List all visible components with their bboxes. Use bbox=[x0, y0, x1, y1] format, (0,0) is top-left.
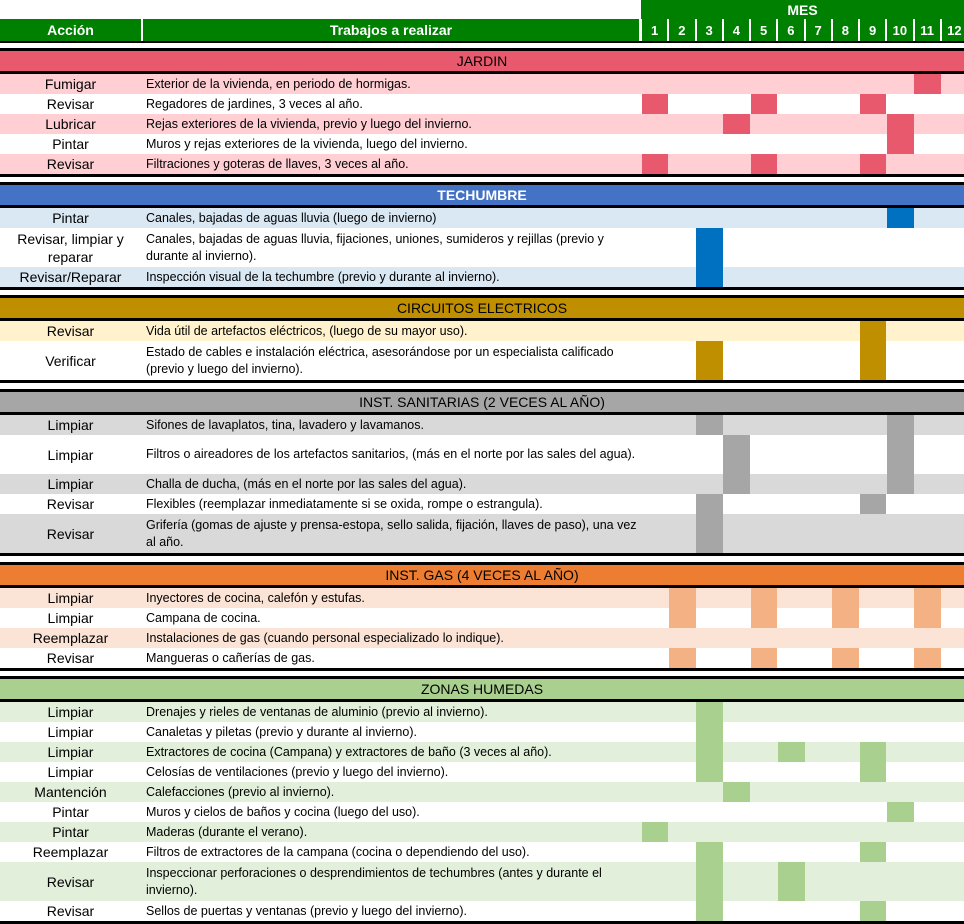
header-month-6: 6 bbox=[778, 19, 803, 41]
month-mark-3 bbox=[696, 514, 723, 553]
row-task: Campana de cocina. bbox=[146, 610, 261, 625]
section-rule-bottom bbox=[0, 174, 964, 177]
section-title-humedas: ZONAS HUMEDAS bbox=[0, 679, 964, 699]
month-mark-10 bbox=[887, 208, 914, 228]
row-action: Revisar bbox=[46, 156, 95, 172]
row-action: Revisar bbox=[46, 903, 95, 919]
section-rule-bottom bbox=[0, 553, 964, 556]
month-mark-9 bbox=[860, 742, 887, 762]
month-mark-5 bbox=[751, 608, 778, 628]
month-mark-9 bbox=[860, 94, 887, 114]
header-month-2: 2 bbox=[669, 19, 694, 41]
row-action: Limpiar bbox=[47, 417, 94, 433]
row-action: Limpiar bbox=[47, 764, 94, 780]
row-action: Revisar bbox=[46, 525, 95, 542]
section-rule-bottom bbox=[0, 380, 964, 383]
row-action: Mantención bbox=[34, 784, 107, 800]
month-mark-3 bbox=[696, 762, 723, 782]
month-mark-3 bbox=[696, 742, 723, 762]
month-mark-11 bbox=[914, 608, 941, 628]
row-action: Lubricar bbox=[45, 116, 96, 132]
month-mark-1 bbox=[642, 822, 669, 842]
month-mark-3 bbox=[696, 722, 723, 742]
row-task: Filtros de extractores de la campana (cocina o dependiendo del uso). bbox=[146, 844, 530, 859]
month-mark-4 bbox=[723, 435, 750, 474]
month-mark-3 bbox=[696, 228, 723, 267]
row-action: Verificar bbox=[45, 352, 96, 369]
month-mark-9 bbox=[860, 341, 887, 380]
row-action: Limpiar bbox=[47, 744, 94, 760]
row-action: Limpiar bbox=[47, 610, 94, 626]
header-month-10: 10 bbox=[887, 19, 912, 41]
month-mark-3 bbox=[696, 702, 723, 722]
section-title-jardin: JARDIN bbox=[0, 51, 964, 71]
month-mark-9 bbox=[860, 762, 887, 782]
header-month-9: 9 bbox=[860, 19, 885, 41]
row-action: Revisar bbox=[46, 323, 95, 339]
month-mark-1 bbox=[642, 94, 669, 114]
row-task: Canales, bajadas de aguas lluvia (luego de invierno) bbox=[146, 210, 437, 225]
month-mark-5 bbox=[751, 648, 778, 668]
month-mark-3 bbox=[696, 842, 723, 862]
row-task: Estado de cables e instalación eléctrica, asesorándose por un especialista calificado (previo y luego del invierno). bbox=[146, 344, 614, 376]
row-action: Limpiar bbox=[47, 590, 94, 606]
row-task: Filtraciones y goteras de llaves, 3 veces al año. bbox=[146, 156, 409, 171]
row-task: Rejas exteriores de la vivienda, previo y luego del invierno. bbox=[146, 116, 472, 131]
month-mark-11 bbox=[914, 74, 941, 94]
row-task: Inspección visual de la techumbre (previo y durante al invierno). bbox=[146, 269, 500, 284]
header-month-11: 11 bbox=[915, 19, 940, 41]
month-mark-9 bbox=[860, 321, 887, 341]
row-task: Inspeccionar perforaciones o desprendimientos de techumbres (antes y durante el invierno). bbox=[146, 865, 602, 897]
row-task: Calefacciones (previo al invierno). bbox=[146, 784, 335, 799]
row-task: Drenajes y rieles de ventanas de aluminio (previo al invierno). bbox=[146, 704, 488, 719]
header-works: Trabajos a realizar bbox=[143, 19, 639, 41]
row-task: Maderas (durante el verano). bbox=[146, 824, 308, 839]
month-mark-3 bbox=[696, 901, 723, 921]
month-mark-8 bbox=[832, 588, 859, 608]
row-action: Pintar bbox=[52, 136, 89, 152]
month-mark-5 bbox=[751, 154, 778, 174]
month-mark-10 bbox=[887, 435, 914, 474]
month-mark-5 bbox=[751, 588, 778, 608]
month-mark-9 bbox=[860, 494, 887, 514]
row-action: Revisar bbox=[46, 873, 95, 890]
header-month-5: 5 bbox=[751, 19, 776, 41]
row-task: Canales, bajadas de aguas lluvia, fijaciones, uniones, sumideros y rejillas (previo y durante al invierno). bbox=[146, 231, 604, 263]
row-task: Exterior de la vivienda, en periodo de hormigas. bbox=[146, 76, 411, 91]
header-month-1: 1 bbox=[642, 19, 667, 41]
month-mark-11 bbox=[914, 588, 941, 608]
row-task: Flexibles (reemplazar inmediatamente si se oxida, rompe o estrangula). bbox=[146, 496, 543, 511]
month-mark-3 bbox=[696, 341, 723, 380]
month-mark-4 bbox=[723, 782, 750, 802]
month-mark-6 bbox=[778, 742, 805, 762]
month-mark-4 bbox=[723, 474, 750, 494]
month-mark-10 bbox=[887, 802, 914, 822]
month-mark-10 bbox=[887, 114, 914, 134]
month-mark-3 bbox=[696, 494, 723, 514]
section-rule-bottom bbox=[0, 287, 964, 290]
row-task: Mangueras o cañerías de gas. bbox=[146, 650, 315, 665]
month-mark-3 bbox=[696, 862, 723, 901]
row-task: Vida útil de artefactos eléctricos, (luego de su mayor uso). bbox=[146, 323, 468, 338]
row-task: Instalaciones de gas (cuando personal especializado lo indique). bbox=[146, 630, 504, 645]
row-task: Regadores de jardines, 3 veces al año. bbox=[146, 96, 363, 111]
row-action: Limpiar bbox=[47, 704, 94, 720]
month-mark-3 bbox=[696, 267, 723, 287]
section-title-techumbre: TECHUMBRE bbox=[0, 185, 964, 205]
month-mark-10 bbox=[887, 415, 914, 435]
row-task: Muros y rejas exteriores de la vivienda, luego del invierno. bbox=[146, 136, 468, 151]
section-title-circuitos: CIRCUITOS ELECTRICOS bbox=[0, 298, 964, 318]
header-month-title: MES bbox=[641, 0, 964, 19]
section-title-gas: INST. GAS (4 VECES AL AÑO) bbox=[0, 565, 964, 585]
header-divider bbox=[0, 41, 964, 43]
month-mark-10 bbox=[887, 134, 914, 154]
section-rule-bottom bbox=[0, 668, 964, 671]
row-task: Celosías de ventilaciones (previo y luego del invierno). bbox=[146, 764, 449, 779]
row-action: Reemplazar bbox=[32, 630, 109, 646]
header-month-12: 12 bbox=[942, 19, 964, 41]
month-mark-9 bbox=[860, 842, 887, 862]
header-action: Acción bbox=[0, 19, 141, 41]
month-mark-8 bbox=[832, 648, 859, 668]
month-mark-2 bbox=[669, 608, 696, 628]
month-mark-1 bbox=[642, 154, 669, 174]
row-action: Limpiar bbox=[47, 724, 94, 740]
row-task: Filtros o aireadores de los artefactos sanitarios, (más en el norte por las sales del agua). bbox=[146, 447, 636, 461]
row-task: Inyectores de cocina, calefón y estufas. bbox=[146, 590, 365, 605]
row-task: Challa de ducha, (más en el norte por las sales del agua). bbox=[146, 476, 467, 491]
month-mark-4 bbox=[723, 114, 750, 134]
row-action: Revisar, limpiar y reparar bbox=[17, 230, 124, 265]
row-action: Pintar bbox=[52, 210, 89, 226]
row-action: Revisar/Reparar bbox=[19, 269, 122, 285]
row-task: Extractores de cocina (Campana) y extractores de baño (3 veces al año). bbox=[146, 744, 552, 759]
month-mark-9 bbox=[860, 154, 887, 174]
row-action: Revisar bbox=[46, 650, 95, 666]
row-action: Fumigar bbox=[44, 76, 97, 92]
row-action: Revisar bbox=[46, 496, 95, 512]
month-mark-9 bbox=[860, 901, 887, 921]
row-task: Canaletas y piletas (previo y durante al invierno). bbox=[146, 724, 417, 739]
month-mark-2 bbox=[669, 648, 696, 668]
section-title-sanitarias: INST. SANITARIAS (2 VECES AL AÑO) bbox=[0, 392, 964, 412]
month-mark-10 bbox=[887, 474, 914, 494]
month-mark-5 bbox=[751, 94, 778, 114]
header-month-4: 4 bbox=[724, 19, 749, 41]
row-task: Muros y cielos de baños y cocina (luego del uso). bbox=[146, 804, 420, 819]
row-task: Sellos de puertas y ventanas (previo y luego del invierno). bbox=[146, 903, 468, 918]
month-mark-3 bbox=[696, 415, 723, 435]
header-month-7: 7 bbox=[806, 19, 831, 41]
row-action: Pintar bbox=[52, 804, 89, 820]
month-mark-8 bbox=[832, 608, 859, 628]
row-task: Sifones de lavaplatos, tina, lavadero y lavamanos. bbox=[146, 417, 424, 432]
month-mark-11 bbox=[914, 648, 941, 668]
month-mark-6 bbox=[778, 862, 805, 901]
header-month-8: 8 bbox=[833, 19, 858, 41]
month-mark-2 bbox=[669, 588, 696, 608]
header-month-3: 3 bbox=[697, 19, 722, 41]
row-action: Revisar bbox=[46, 96, 95, 112]
row-action: Reemplazar bbox=[32, 844, 109, 860]
row-action: Limpiar bbox=[47, 476, 94, 492]
row-task: Grifería (gomas de ajuste y prensa-estopa, sello salida, fijación, llaves de paso), una vez al año. bbox=[146, 517, 637, 549]
row-action: Limpiar bbox=[47, 446, 94, 463]
row-action: Pintar bbox=[52, 824, 89, 840]
